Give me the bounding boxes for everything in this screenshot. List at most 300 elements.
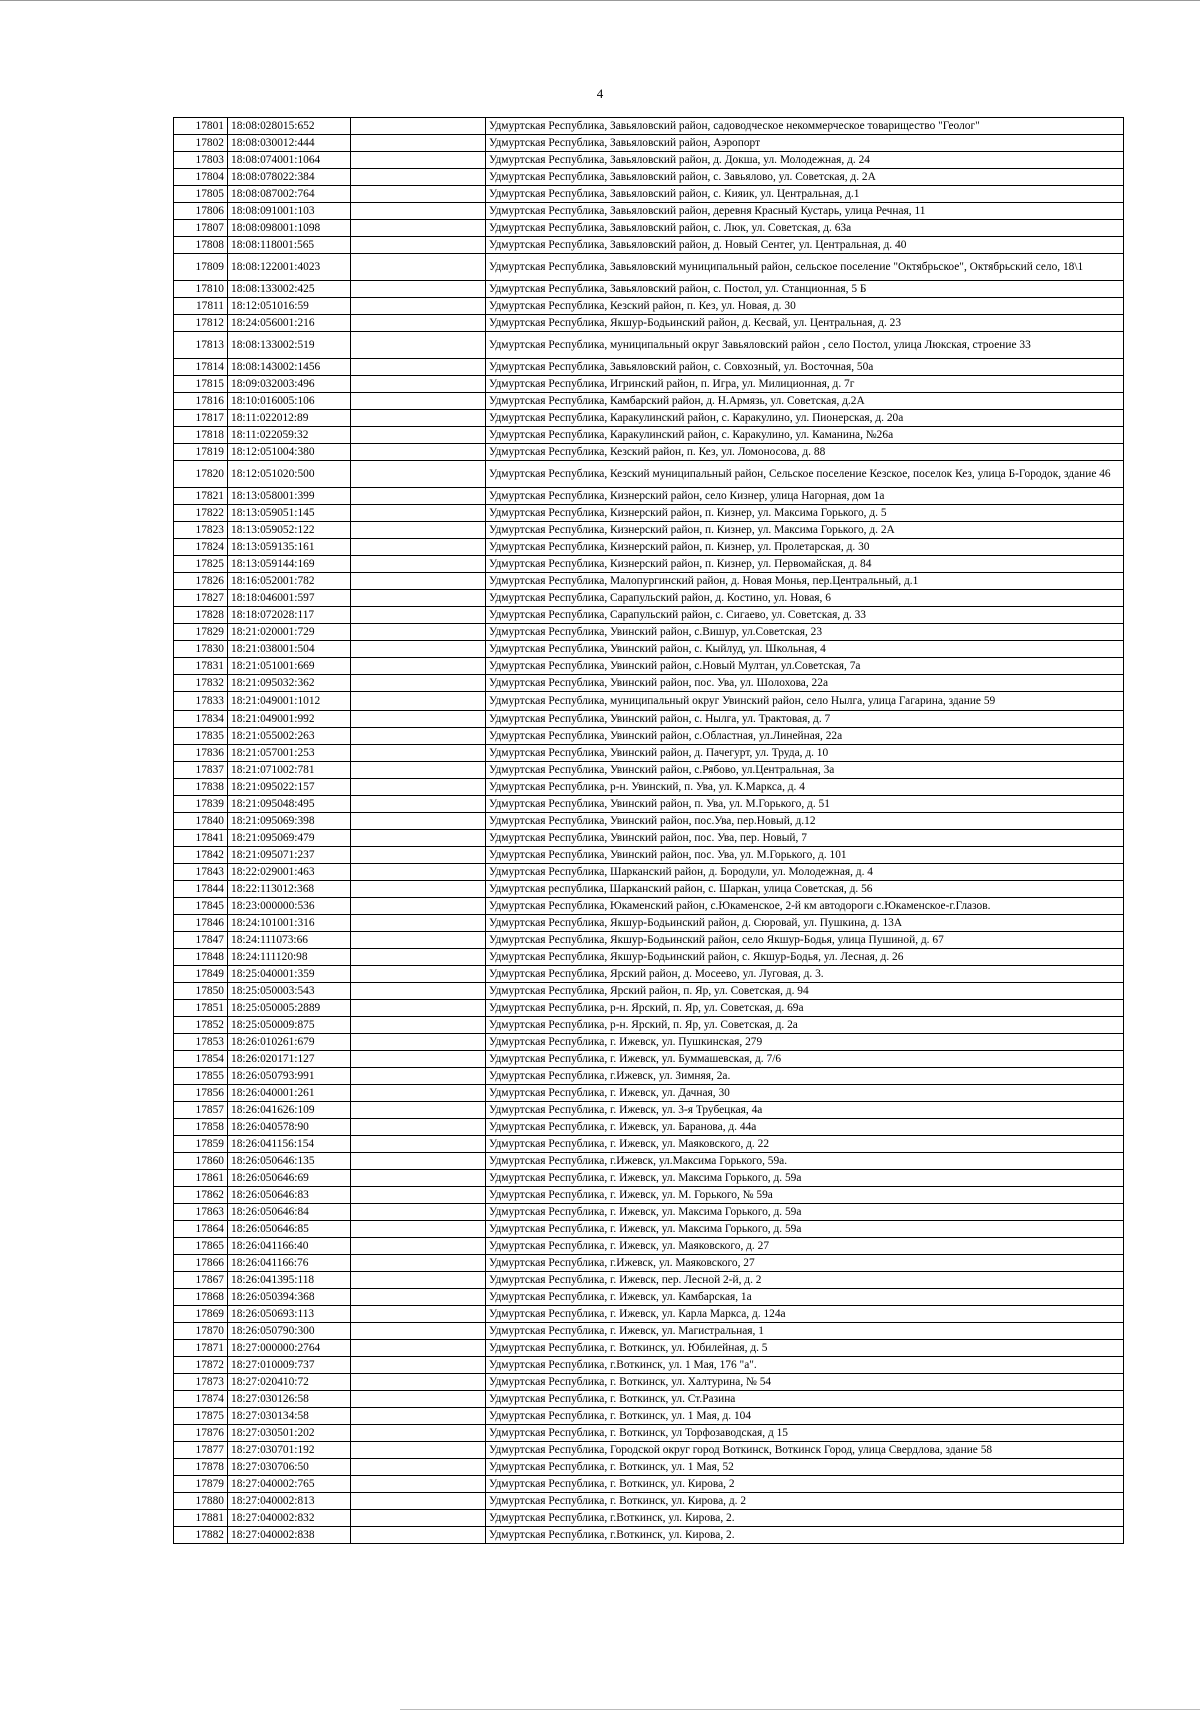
row-number-cell: 17868 — [174, 1289, 228, 1306]
cadastral-number-cell: 18:26:041156:154 — [228, 1136, 351, 1153]
table-row — [174, 898, 1124, 915]
row-number-cell: 17820 — [174, 461, 228, 488]
cadastral-number-cell: 18:24:111073:66 — [228, 932, 351, 949]
row-number-cell: 17834 — [174, 711, 228, 728]
cadastral-number-cell: 18:10:016005:106 — [228, 393, 351, 410]
cadastral-number-cell: 18:26:040001:261 — [228, 1085, 351, 1102]
cadastral-number-cell: 18:27:040002:838 — [228, 1527, 351, 1544]
table-row — [174, 641, 1124, 658]
table-row — [174, 427, 1124, 444]
empty-cell — [351, 745, 486, 762]
address-cell: Удмуртская Республика, г. Ижевск, ул. Карла Маркса, д. 124а — [486, 1306, 1124, 1323]
table-row — [174, 1510, 1124, 1527]
table-row — [174, 1425, 1124, 1442]
row-number-cell: 17846 — [174, 915, 228, 932]
address-cell: Удмуртская республика, Шарканский район, с. Шаркан, улица Советская, д. 56 — [486, 881, 1124, 898]
table-row — [174, 444, 1124, 461]
table-row — [174, 1527, 1124, 1544]
address-cell: Удмуртская Республика, Кезский муниципальный район, Сельское поселение Кезское, поселок Кез, улица Б-Городок, здание 46 — [486, 461, 1124, 488]
empty-cell — [351, 728, 486, 745]
table-row — [174, 1085, 1124, 1102]
row-number-cell: 17856 — [174, 1085, 228, 1102]
address-cell: Удмуртская Республика, г. Ижевск, ул. Максима Горького, д. 59а — [486, 1221, 1124, 1238]
cadastral-number-cell: 18:27:030701:192 — [228, 1442, 351, 1459]
row-number-cell: 17822 — [174, 505, 228, 522]
address-cell: Удмуртская Республика, Увинский район, пос. Ува, пер. Новый, 7 — [486, 830, 1124, 847]
empty-cell — [351, 1238, 486, 1255]
address-cell: Удмуртская Республика, Сарапульский район, д. Костино, ул. Новая, 6 — [486, 590, 1124, 607]
table-row — [174, 1374, 1124, 1391]
page-number: 4 — [596, 86, 604, 101]
table-row — [174, 624, 1124, 641]
row-number-cell: 17835 — [174, 728, 228, 745]
address-cell: Удмуртская Республика, г.Ижевск, ул. Зимняя, 2а. — [486, 1068, 1124, 1085]
row-number-cell: 17877 — [174, 1442, 228, 1459]
table-row — [174, 1306, 1124, 1323]
table-row — [174, 1136, 1124, 1153]
cadastral-number-cell: 18:27:010009:737 — [228, 1357, 351, 1374]
cadastral-number-cell: 18:25:050005:2889 — [228, 1000, 351, 1017]
empty-cell — [351, 1102, 486, 1119]
cadastral-number-cell: 18:25:050009:875 — [228, 1017, 351, 1034]
table-row — [174, 1170, 1124, 1187]
address-cell: Удмуртская Республика, Увинский район, с.Вишур, ул.Советская, 23 — [486, 624, 1124, 641]
table-row — [174, 675, 1124, 692]
registry-table-body — [174, 118, 1124, 1544]
empty-cell — [351, 915, 486, 932]
cadastral-number-cell: 18:13:058001:399 — [228, 488, 351, 505]
cadastral-number-cell: 18:26:050646:135 — [228, 1153, 351, 1170]
empty-cell — [351, 393, 486, 410]
address-cell: Удмуртская Республика, Кезский район, п. Кез, ул. Новая, д. 30 — [486, 298, 1124, 315]
table-row — [174, 1034, 1124, 1051]
table-row — [174, 169, 1124, 186]
cadastral-number-cell: 18:25:040001:359 — [228, 966, 351, 983]
row-number-cell: 17878 — [174, 1459, 228, 1476]
table-row — [174, 745, 1124, 762]
row-number-cell: 17859 — [174, 1136, 228, 1153]
cadastral-number-cell: 18:26:050693:113 — [228, 1306, 351, 1323]
row-number-cell: 17861 — [174, 1170, 228, 1187]
empty-cell — [351, 488, 486, 505]
address-cell: Удмуртская Республика, г.Ижевск, ул. Маяковского, 27 — [486, 1255, 1124, 1272]
cadastral-number-cell: 18:08:122001:4023 — [228, 254, 351, 281]
table-row — [174, 1187, 1124, 1204]
table-row — [174, 522, 1124, 539]
table-row — [174, 813, 1124, 830]
cadastral-number-cell: 18:08:143002:1456 — [228, 359, 351, 376]
address-cell: Удмуртская Республика, муниципальный округ Увинский район, село Нылга, улица Гагарина, здание 59 — [486, 692, 1124, 711]
empty-cell — [351, 220, 486, 237]
empty-cell — [351, 1493, 486, 1510]
address-cell: Удмуртская Республика, Увинский район, с. Нылга, ул. Трактовая, д. 7 — [486, 711, 1124, 728]
address-cell: Удмуртская Республика, Увинский район, пос. Ува, ул. М.Горького, д. 101 — [486, 847, 1124, 864]
address-cell: Удмуртская Республика, г. Воткинск, ул. 1 Мая, 52 — [486, 1459, 1124, 1476]
row-number-cell: 17821 — [174, 488, 228, 505]
empty-cell — [351, 675, 486, 692]
address-cell: Удмуртская Республика, Увинский район, д. Пачегурт, ул. Труда, д. 10 — [486, 745, 1124, 762]
table-row — [174, 539, 1124, 556]
cadastral-number-cell: 18:12:051020:500 — [228, 461, 351, 488]
row-number-cell: 17812 — [174, 315, 228, 332]
empty-cell — [351, 1272, 486, 1289]
cadastral-number-cell: 18:11:022059:32 — [228, 427, 351, 444]
row-number-cell: 17815 — [174, 376, 228, 393]
row-number-cell: 17853 — [174, 1034, 228, 1051]
address-cell: Удмуртская Республика, Увинский район, с. Кыйлуд, ул. Школьная, 4 — [486, 641, 1124, 658]
address-cell: Удмуртская Республика, Шарканский район, д. Бородули, ул. Молодежная, д. 4 — [486, 864, 1124, 881]
empty-cell — [351, 847, 486, 864]
empty-cell — [351, 658, 486, 675]
row-number-cell: 17813 — [174, 332, 228, 359]
empty-cell — [351, 556, 486, 573]
cadastral-number-cell: 18:18:072028:117 — [228, 607, 351, 624]
cadastral-number-cell: 18:23:000000:536 — [228, 898, 351, 915]
address-cell: Удмуртская Республика, г. Воткинск, ул. 1 Мая, д. 104 — [486, 1408, 1124, 1425]
empty-cell — [351, 237, 486, 254]
cadastral-number-cell: 18:27:030501:202 — [228, 1425, 351, 1442]
address-cell: Удмуртская Республика, г. Ижевск, ул. Буммашевская, д. 7/6 — [486, 1051, 1124, 1068]
empty-cell — [351, 152, 486, 169]
table-row — [174, 152, 1124, 169]
empty-cell — [351, 203, 486, 220]
address-cell: Удмуртская Республика, р-н. Увинский, п. Ува, ул. К.Маркса, д. 4 — [486, 779, 1124, 796]
table-row — [174, 830, 1124, 847]
table-row — [174, 728, 1124, 745]
row-number-cell: 17802 — [174, 135, 228, 152]
table-row — [174, 1221, 1124, 1238]
table-row — [174, 711, 1124, 728]
cadastral-number-cell: 18:08:074001:1064 — [228, 152, 351, 169]
empty-cell — [351, 624, 486, 641]
cadastral-number-cell: 18:21:095048:495 — [228, 796, 351, 813]
address-cell: Удмуртская Республика, г. Воткинск, ул. Кирова, д. 2 — [486, 1493, 1124, 1510]
row-number-cell: 17814 — [174, 359, 228, 376]
address-cell: Удмуртская Республика, г. Воткинск, ул. Ст.Разина — [486, 1391, 1124, 1408]
empty-cell — [351, 864, 486, 881]
row-number-cell: 17864 — [174, 1221, 228, 1238]
address-cell: Удмуртская Республика, Увинский район, с.Областная, ул.Линейная, 22а — [486, 728, 1124, 745]
cadastral-number-cell: 18:24:111120:98 — [228, 949, 351, 966]
cadastral-number-cell: 18:27:030706:50 — [228, 1459, 351, 1476]
address-cell: Удмуртская Республика, г. Ижевск, ул. Маяковского, д. 22 — [486, 1136, 1124, 1153]
address-cell: Удмуртская Республика, Завьяловский район, с. Люк, ул. Советская, д. 63а — [486, 220, 1124, 237]
address-cell: Удмуртская Республика, Игринский район, п. Игра, ул. Милиционная, д. 7г — [486, 376, 1124, 393]
empty-cell — [351, 522, 486, 539]
row-number-cell: 17854 — [174, 1051, 228, 1068]
row-number-cell: 17838 — [174, 779, 228, 796]
table-row — [174, 779, 1124, 796]
address-cell: Удмуртская Республика, Увинский район, пос.Ува, пер.Новый, д.12 — [486, 813, 1124, 830]
cadastral-number-cell: 18:08:087002:764 — [228, 186, 351, 203]
table-row — [174, 692, 1124, 711]
empty-cell — [351, 692, 486, 711]
address-cell: Удмуртская Республика, Якшур-Бодьинский район, д. Кесвай, ул. Центральная, д. 23 — [486, 315, 1124, 332]
table-row — [174, 1476, 1124, 1493]
empty-cell — [351, 881, 486, 898]
empty-cell — [351, 1204, 486, 1221]
row-number-cell: 17833 — [174, 692, 228, 711]
table-row — [174, 796, 1124, 813]
table-row — [174, 1459, 1124, 1476]
empty-cell — [351, 135, 486, 152]
address-cell: Удмуртская Республика, Увинский район, п. Ува, ул. М.Горького, д. 51 — [486, 796, 1124, 813]
empty-cell — [351, 1323, 486, 1340]
empty-cell — [351, 315, 486, 332]
row-number-cell: 17811 — [174, 298, 228, 315]
cadastral-number-cell: 18:08:028015:652 — [228, 118, 351, 135]
address-cell: Удмуртская Республика, Увинский район, с.Рябово, ул.Центральная, 3а — [486, 762, 1124, 779]
row-number-cell: 17839 — [174, 796, 228, 813]
row-number-cell: 17872 — [174, 1357, 228, 1374]
row-number-cell: 17845 — [174, 898, 228, 915]
cadastral-number-cell: 18:21:051001:669 — [228, 658, 351, 675]
cadastral-number-cell: 18:27:000000:2764 — [228, 1340, 351, 1357]
cadastral-number-cell: 18:21:095069:479 — [228, 830, 351, 847]
empty-cell — [351, 332, 486, 359]
cadastral-number-cell: 18:21:095022:157 — [228, 779, 351, 796]
cadastral-number-cell: 18:08:098001:1098 — [228, 220, 351, 237]
row-number-cell: 17847 — [174, 932, 228, 949]
table-row — [174, 1000, 1124, 1017]
table-row — [174, 186, 1124, 203]
address-cell: Удмуртская Республика, г. Ижевск, ул. М. Горького, № 59а — [486, 1187, 1124, 1204]
address-cell: Удмуртская Республика, муниципальный округ Завьяловский район , село Постол, улица Люкская, строение 33 — [486, 332, 1124, 359]
table-row — [174, 393, 1124, 410]
cadastral-number-cell: 18:25:050003:543 — [228, 983, 351, 1000]
empty-cell — [351, 1085, 486, 1102]
empty-cell — [351, 444, 486, 461]
empty-cell — [351, 1425, 486, 1442]
address-cell: Удмуртская Республика, Увинский район, пос. Ува, ул. Шолохова, 22а — [486, 675, 1124, 692]
cadastral-number-cell: 18:13:059135:161 — [228, 539, 351, 556]
row-number-cell: 17818 — [174, 427, 228, 444]
row-number-cell: 17879 — [174, 1476, 228, 1493]
address-cell: Удмуртская Республика, Якшур-Бодьинский район, село Якшур-Бодья, улица Пушиной, д. 67 — [486, 932, 1124, 949]
table-row — [174, 488, 1124, 505]
row-number-cell: 17863 — [174, 1204, 228, 1221]
address-cell: Удмуртская Республика, Завьяловский район, д. Новый Сентег, ул. Центральная, д. 40 — [486, 237, 1124, 254]
table-row — [174, 1017, 1124, 1034]
row-number-cell: 17837 — [174, 762, 228, 779]
row-number-cell: 17807 — [174, 220, 228, 237]
empty-cell — [351, 1527, 486, 1544]
address-cell: Удмуртская Республика, Кизнерский район, п. Кизнер, ул. Первомайская, д. 84 — [486, 556, 1124, 573]
row-number-cell: 17827 — [174, 590, 228, 607]
cadastral-number-cell: 18:22:029001:463 — [228, 864, 351, 881]
cadastral-number-cell: 18:21:055002:263 — [228, 728, 351, 745]
row-number-cell: 17860 — [174, 1153, 228, 1170]
cadastral-number-cell: 18:09:032003:496 — [228, 376, 351, 393]
table-row — [174, 237, 1124, 254]
table-row — [174, 1102, 1124, 1119]
table-row — [174, 203, 1124, 220]
empty-cell — [351, 186, 486, 203]
row-number-cell: 17849 — [174, 966, 228, 983]
row-number-cell: 17816 — [174, 393, 228, 410]
cadastral-number-cell: 18:13:059144:169 — [228, 556, 351, 573]
address-cell: Удмуртская Республика, Ярский район, п. Яр, ул. Советская, д. 94 — [486, 983, 1124, 1000]
table-row — [174, 983, 1124, 1000]
cadastral-number-cell: 18:21:038001:504 — [228, 641, 351, 658]
row-number-cell: 17881 — [174, 1510, 228, 1527]
address-cell: Удмуртская Республика, Каракулинский район, с. Каракулино, ул. Пионерская, д. 20а — [486, 410, 1124, 427]
scan-top-edge — [0, 0, 1200, 1]
empty-cell — [351, 1136, 486, 1153]
table-row — [174, 118, 1124, 135]
address-cell: Удмуртская Республика, Сарапульский район, с. Сигаево, ул. Советская, д. 33 — [486, 607, 1124, 624]
table-row — [174, 1051, 1124, 1068]
row-number-cell: 17865 — [174, 1238, 228, 1255]
address-cell: Удмуртская Республика, г. Ижевск, ул. Камбарская, 1а — [486, 1289, 1124, 1306]
row-number-cell: 17809 — [174, 254, 228, 281]
cadastral-number-cell: 18:26:040578:90 — [228, 1119, 351, 1136]
cadastral-number-cell: 18:21:071002:781 — [228, 762, 351, 779]
empty-cell — [351, 966, 486, 983]
table-row — [174, 254, 1124, 281]
cadastral-number-cell: 18:13:059052:122 — [228, 522, 351, 539]
cadastral-number-cell: 18:26:050646:83 — [228, 1187, 351, 1204]
row-number-cell: 17804 — [174, 169, 228, 186]
cadastral-number-cell: 18:26:020171:127 — [228, 1051, 351, 1068]
cadastral-number-cell: 18:11:022012:89 — [228, 410, 351, 427]
cadastral-number-cell: 18:27:030134:58 — [228, 1408, 351, 1425]
cadastral-number-cell: 18:27:040002:765 — [228, 1476, 351, 1493]
address-cell: Удмуртская Республика, Завьяловский район, с. Совхозный, ул. Восточная, 50а — [486, 359, 1124, 376]
address-cell: Удмуртская Республика, г. Ижевск, ул. Пушкинская, 279 — [486, 1034, 1124, 1051]
cadastral-number-cell: 18:21:049001:1012 — [228, 692, 351, 711]
row-number-cell: 17882 — [174, 1527, 228, 1544]
row-number-cell: 17850 — [174, 983, 228, 1000]
row-number-cell: 17873 — [174, 1374, 228, 1391]
empty-cell — [351, 410, 486, 427]
table-row — [174, 573, 1124, 590]
table-row — [174, 1238, 1124, 1255]
row-number-cell: 17880 — [174, 1493, 228, 1510]
empty-cell — [351, 461, 486, 488]
table-row — [174, 966, 1124, 983]
cadastral-number-cell: 18:21:095032:362 — [228, 675, 351, 692]
address-cell: Удмуртская Республика, Ярский район, д. Мосеево, ул. Луговая, д. 3. — [486, 966, 1124, 983]
table-row — [174, 461, 1124, 488]
address-cell: Удмуртская Республика, Малопургинский район, д. Новая Монья, пер.Центральный, д.1 — [486, 573, 1124, 590]
table-row — [174, 332, 1124, 359]
empty-cell — [351, 1221, 486, 1238]
address-cell: Удмуртская Республика, г. Воткинск, ул. Халтурина, № 54 — [486, 1374, 1124, 1391]
row-number-cell: 17867 — [174, 1272, 228, 1289]
address-cell: Удмуртская Республика, Каракулинский район, с. Каракулино, ул. Каманина, №26а — [486, 427, 1124, 444]
empty-cell — [351, 898, 486, 915]
empty-cell — [351, 573, 486, 590]
address-cell: Удмуртская Республика, г.Воткинск, ул. Кирова, 2. — [486, 1527, 1124, 1544]
row-number-cell: 17841 — [174, 830, 228, 847]
row-number-cell: 17831 — [174, 658, 228, 675]
registry-table — [173, 117, 1124, 1544]
address-cell: Удмуртская Республика, г. Ижевск, ул. Дачная, 30 — [486, 1085, 1124, 1102]
row-number-cell: 17857 — [174, 1102, 228, 1119]
row-number-cell: 17810 — [174, 281, 228, 298]
empty-cell — [351, 1255, 486, 1272]
cadastral-number-cell: 18:13:059051:145 — [228, 505, 351, 522]
table-row — [174, 1289, 1124, 1306]
cadastral-number-cell: 18:26:041166:76 — [228, 1255, 351, 1272]
table-row — [174, 932, 1124, 949]
empty-cell — [351, 1000, 486, 1017]
address-cell: Удмуртская Республика, Кезский район, п. Кез, ул. Ломоносова, д. 88 — [486, 444, 1124, 461]
empty-cell — [351, 1391, 486, 1408]
table-row — [174, 847, 1124, 864]
cadastral-number-cell: 18:26:050790:300 — [228, 1323, 351, 1340]
empty-cell — [351, 641, 486, 658]
row-number-cell: 17836 — [174, 745, 228, 762]
address-cell: Удмуртская Республика, Завьяловский район, с. Кияик, ул. Центральная, д.1 — [486, 186, 1124, 203]
cadastral-number-cell: 18:08:133002:425 — [228, 281, 351, 298]
empty-cell — [351, 505, 486, 522]
table-row — [174, 1323, 1124, 1340]
table-row — [174, 298, 1124, 315]
empty-cell — [351, 1476, 486, 1493]
empty-cell — [351, 813, 486, 830]
row-number-cell: 17828 — [174, 607, 228, 624]
address-cell: Удмуртская Республика, р-н. Ярский, п. Яр, ул. Советская, д. 2а — [486, 1017, 1124, 1034]
address-cell: Удмуртская Республика, г. Воткинск, ул. Кирова, 2 — [486, 1476, 1124, 1493]
empty-cell — [351, 1442, 486, 1459]
address-cell: Удмуртская Республика, Якшур-Бодьинский район, с. Якшур-Бодья, ул. Лесная, д. 26 — [486, 949, 1124, 966]
address-cell: Удмуртская Республика, Завьяловский муниципальный район, сельское поселение "Октябрьское", Октябрьский село, 18\1 — [486, 254, 1124, 281]
empty-cell — [351, 359, 486, 376]
empty-cell — [351, 1459, 486, 1476]
cadastral-number-cell: 18:16:052001:782 — [228, 573, 351, 590]
address-cell: Удмуртская Республика, Якшур-Бодьинский район, д. Сюровай, ул. Пушкина, д. 13А — [486, 915, 1124, 932]
empty-cell — [351, 169, 486, 186]
table-row — [174, 1153, 1124, 1170]
table-row — [174, 1119, 1124, 1136]
cadastral-number-cell: 18:08:078022:384 — [228, 169, 351, 186]
cadastral-number-cell: 18:27:020410:72 — [228, 1374, 351, 1391]
row-number-cell: 17840 — [174, 813, 228, 830]
address-cell: Удмуртская Республика, г.Воткинск, ул. Кирова, 2. — [486, 1510, 1124, 1527]
row-number-cell: 17858 — [174, 1119, 228, 1136]
cadastral-number-cell: 18:26:041166:40 — [228, 1238, 351, 1255]
address-cell: Удмуртская Республика, г. Ижевск, ул. Максима Горького, д. 59а — [486, 1204, 1124, 1221]
empty-cell — [351, 1357, 486, 1374]
row-number-cell: 17843 — [174, 864, 228, 881]
address-cell: Удмуртская Республика, Увинский район, с.Новый Мултан, ул.Советская, 7а — [486, 658, 1124, 675]
row-number-cell: 17842 — [174, 847, 228, 864]
address-cell: Удмуртская Республика, Кизнерский район, п. Кизнер, ул. Пролетарская, д. 30 — [486, 539, 1124, 556]
cadastral-number-cell: 18:21:049001:992 — [228, 711, 351, 728]
row-number-cell: 17801 — [174, 118, 228, 135]
table-row — [174, 1340, 1124, 1357]
row-number-cell: 17844 — [174, 881, 228, 898]
cadastral-number-cell: 18:26:050793:991 — [228, 1068, 351, 1085]
empty-cell — [351, 762, 486, 779]
empty-cell — [351, 796, 486, 813]
cadastral-number-cell: 18:26:041626:109 — [228, 1102, 351, 1119]
empty-cell — [351, 1051, 486, 1068]
cadastral-number-cell: 18:21:057001:253 — [228, 745, 351, 762]
cadastral-number-cell: 18:12:051004:380 — [228, 444, 351, 461]
cadastral-number-cell: 18:21:095069:398 — [228, 813, 351, 830]
table-row — [174, 762, 1124, 779]
address-cell: Удмуртская Республика, Завьяловский район, Аэропорт — [486, 135, 1124, 152]
address-cell: Удмуртская Республика, Городской округ город Воткинск, Воткинск Город, улица Свердлова, здание 58 — [486, 1442, 1124, 1459]
table-row — [174, 658, 1124, 675]
table-row — [174, 1255, 1124, 1272]
address-cell: Удмуртская Республика, г. Воткинск, ул. Юбилейная, д. 5 — [486, 1340, 1124, 1357]
cadastral-number-cell: 18:27:030126:58 — [228, 1391, 351, 1408]
empty-cell — [351, 1340, 486, 1357]
